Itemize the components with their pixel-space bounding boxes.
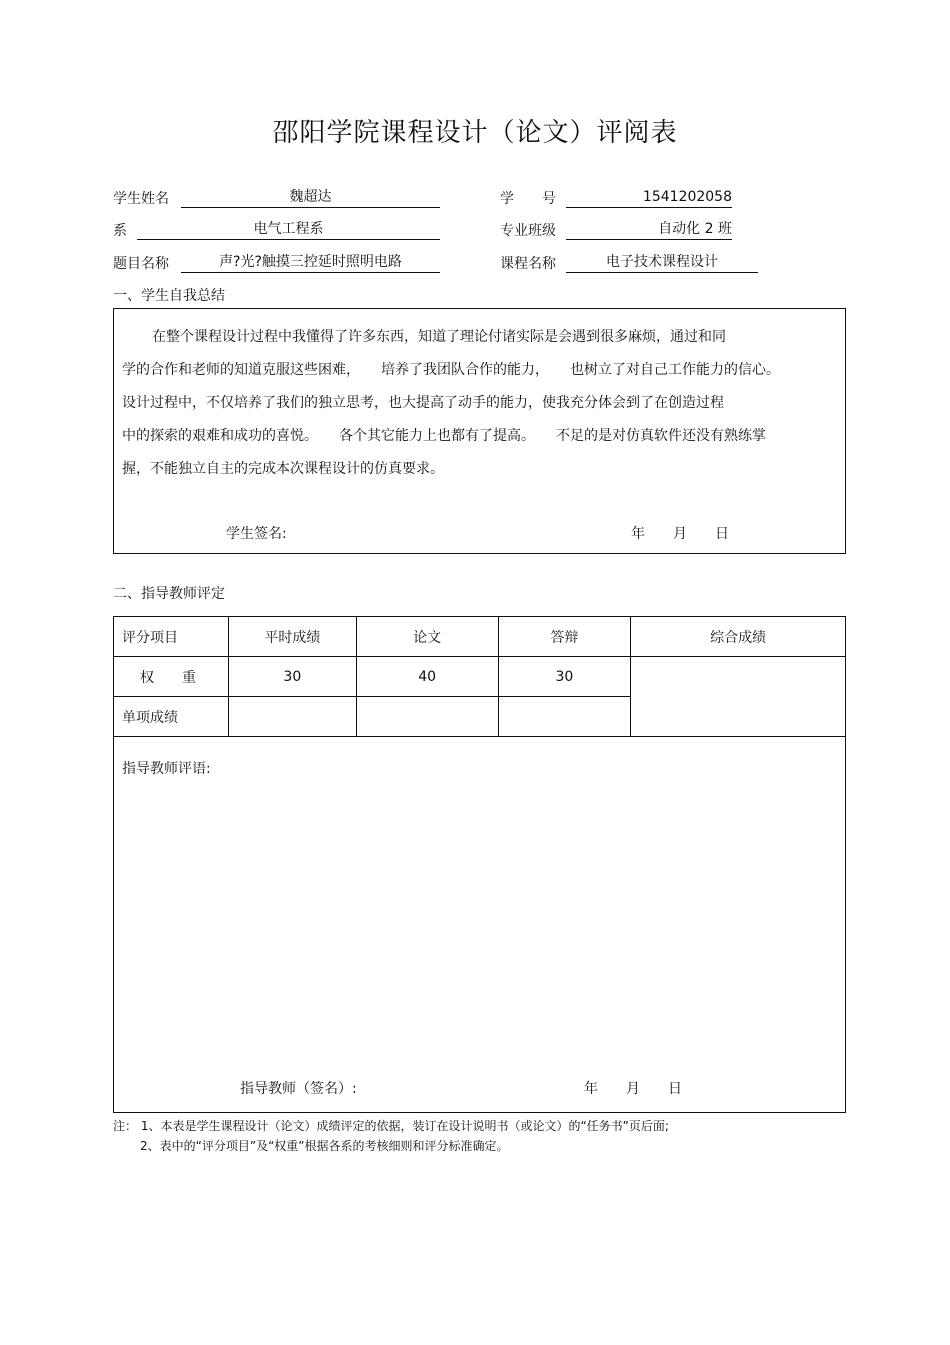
header-item: 评分项目 [114, 617, 229, 657]
self-summary-heading: 一、学生自我总结 [113, 288, 225, 304]
table-row [114, 657, 846, 697]
note-line-2: 2、表中的“评分项目”及“权重”根据各系的考核细则和评分标准确定。 [140, 1139, 509, 1153]
dept-value: 电气工程系 [137, 219, 440, 240]
summary-line-4: 中的探索的艰难和成功的喜悦。 各个其它能力上也都有了提高。 不足的是对仿真软件还没有熟练掌 [122, 428, 766, 444]
student-id-value: 1541202058 [566, 187, 732, 208]
student-signature-label: 学生签名: [226, 526, 287, 542]
single-thesis-cell [356, 697, 498, 737]
single-score-label: 单项成绩 [114, 697, 229, 737]
single-defense-cell [498, 697, 631, 737]
table-row [114, 617, 846, 657]
single-usual-cell [228, 697, 356, 737]
dept-label: 系 [113, 223, 127, 239]
page-title: 邵阳学院课程设计（论文）评阅表 [272, 118, 678, 148]
summary-line-3: 设计过程中，不仅培养了我们的独立思考，也大提高了动手的能力，使我充分体会到了在创造过程 [122, 395, 724, 411]
student-name-label: 学生姓名 [113, 191, 169, 207]
header-thesis: 论文 [356, 617, 498, 657]
weight-usual: 30 [228, 657, 356, 697]
header-defense: 答辩 [498, 617, 631, 657]
course-label: 课程名称 [500, 256, 556, 272]
weight-thesis: 40 [356, 657, 498, 697]
teacher-comment-label: 指导教师评语: [122, 761, 211, 777]
weight-defense: 30 [498, 657, 631, 697]
teacher-date-label: 年 月 日 [584, 1081, 682, 1097]
summary-line-2: 学的合作和老师的知道克服这些困难， 培养了我团队合作的能力， 也树立了对自己工作能力的信心。 [122, 362, 780, 378]
course-value: 电子技术课程设计 [566, 252, 758, 273]
teacher-signature-label: 指导教师（签名）: [240, 1081, 357, 1097]
total-score-cell [631, 657, 846, 737]
header-usual-score: 平时成绩 [228, 617, 356, 657]
note-line-1: 注： 1、本表是学生课程设计（论文）成绩评定的依据，装订在设计说明书（或论文）的“任务书”页后面; [113, 1119, 669, 1133]
teacher-eval-heading: 二、指导教师评定 [113, 586, 225, 602]
class-label: 专业班级 [500, 223, 556, 239]
self-summary-box [113, 308, 846, 554]
grade-table [113, 616, 846, 737]
student-id-label: 学 号 [500, 191, 556, 207]
header-total-score: 综合成绩 [631, 617, 846, 657]
teacher-comment-box [113, 736, 846, 1113]
student-date-label: 年 月 日 [631, 526, 729, 542]
class-value: 自动化 2 班 [566, 219, 732, 240]
student-name-value: 魏超达 [181, 187, 440, 208]
summary-line-1: 在整个课程设计过程中我懂得了许多东西，知道了理论付诸实际是会遇到很多麻烦，通过和同 [152, 329, 726, 345]
summary-line-5: 握，不能独立自主的完成本次课程设计的仿真要求。 [122, 461, 444, 477]
topic-label: 题目名称 [113, 256, 169, 272]
weight-label: 权 重 [114, 657, 229, 697]
topic-value: 声?光?触摸三控延时照明电路 [181, 252, 440, 273]
